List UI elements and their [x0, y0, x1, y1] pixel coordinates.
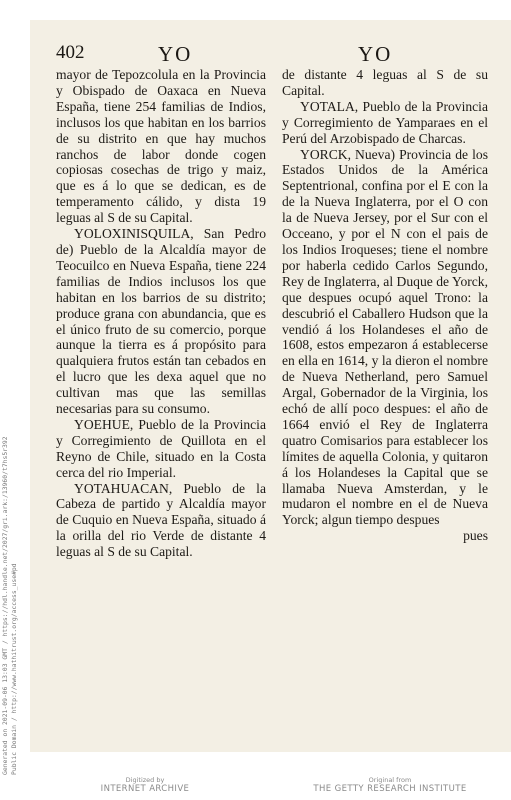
entry-paragraph: YOTALA, Pueblo de la Provincia y Corregimiento de Yamparaes en el Perú del Arzobispado de Charcas.	[282, 98, 488, 146]
entry-paragraph: mayor de Tepozcolula en la Provincia y Obispado de Oaxaca en Nueva España, tiene 254 familias de Indios, inclusos los que habitan en los barrios de su distrito en que hay muchos ranchos de labor donde cogen copiosas cosechas de trigo y maiz, que es á lo que se dedican, es de temperamento cálido, y dista 19 leguas al S de su Capital.	[56, 67, 266, 226]
original-from	[300, 776, 480, 795]
hathitrust-watermark	[1, 305, 27, 775]
catchword: pues	[463, 528, 488, 544]
running-head-right: YO	[358, 42, 393, 66]
entry-paragraph: YORCK, Nueva) Provincia de los Estados Unidos de la América Septentrional, confina por el E con la de la Nueva Inglaterra, por el O con la de Nueva Jersey, por el Sur con el Occeano, y por el N con el pais de los Indios Iroqueses; tiene el nombre por haberla cedido Carlos Segundo, Rey de Inglaterra, al Duque de Yorck, que despues ocupó aquel Trono: la descubrió el Caballero Hudson que la vendió á los Holandeses el año de 1608, estos empezaron á establecerse en ella en 1614, y la dieron el nombre de Nueva Netherland, pero Samuel Argal, Gobernador de la Virginia, los echó de allí poco despues: el año de 1664 envió el Rey de Inglaterra quatro Comisarios para establecer los límites de aquella Colonia, y quitaron á los Holandeses la Capital que se llamaba Nueva Amsterdan, y le mudaron el nombre en el de Nueva Yorck; algun tiempo despues	[282, 146, 488, 528]
entry-paragraph: YOLOXINISQUILA, San Pedro de) Pueblo de la Alcaldía mayor de Teocuilco en Nueva España, tiene 224 familias de Indios inclusos los que habitan en los barrios de su distrito; produce grana con abundancia, que es el único fruto de su comercio, porque aunque la tierra es á propósito para qualquiera frutos están tan cebados en el lucro que les dexa aquel que no cultivan mas que las semillas necesarias para su consumo.	[56, 226, 266, 417]
watermark-line: Generated on 2021-09-06 13:03 GMT / https://hdl.handle.net/2027/gri.ark:/13960/t7hs5r392	[1, 436, 9, 775]
original-from-label: Original from	[368, 776, 412, 784]
left-column	[56, 67, 266, 560]
digitized-by	[80, 776, 210, 795]
entry-paragraph: YOTAHUACAN, Pueblo de la Cabeza de partido y Alcaldía mayor de Cuquio en Nueva España, situado á la orilla del rio Verde de distante 4 leguas al S de su Capital.	[56, 480, 266, 560]
page-number: 402	[56, 42, 85, 63]
scanned-page	[30, 20, 511, 752]
watermark-line: Public Domain / http://www.hathitrust.org/access_use#pd	[10, 563, 18, 775]
internet-archive-label: INTERNET ARCHIVE	[100, 784, 190, 794]
page-header	[30, 42, 511, 68]
getty-label: THE GETTY RESEARCH INSTITUTE	[313, 784, 467, 794]
right-column	[282, 67, 488, 544]
page-footer	[0, 776, 511, 800]
entry-paragraph: de distante 4 leguas al S de su Capital.	[282, 67, 488, 98]
running-head-left: YO	[158, 42, 193, 66]
digitized-by-label: Digitized by	[125, 776, 165, 784]
entry-paragraph: YOEHUE, Pueblo de la Provincia y Corregimiento de Quillota en el Reyno de Chile, situado en la Costa cerca del rio Imperial.	[56, 416, 266, 480]
